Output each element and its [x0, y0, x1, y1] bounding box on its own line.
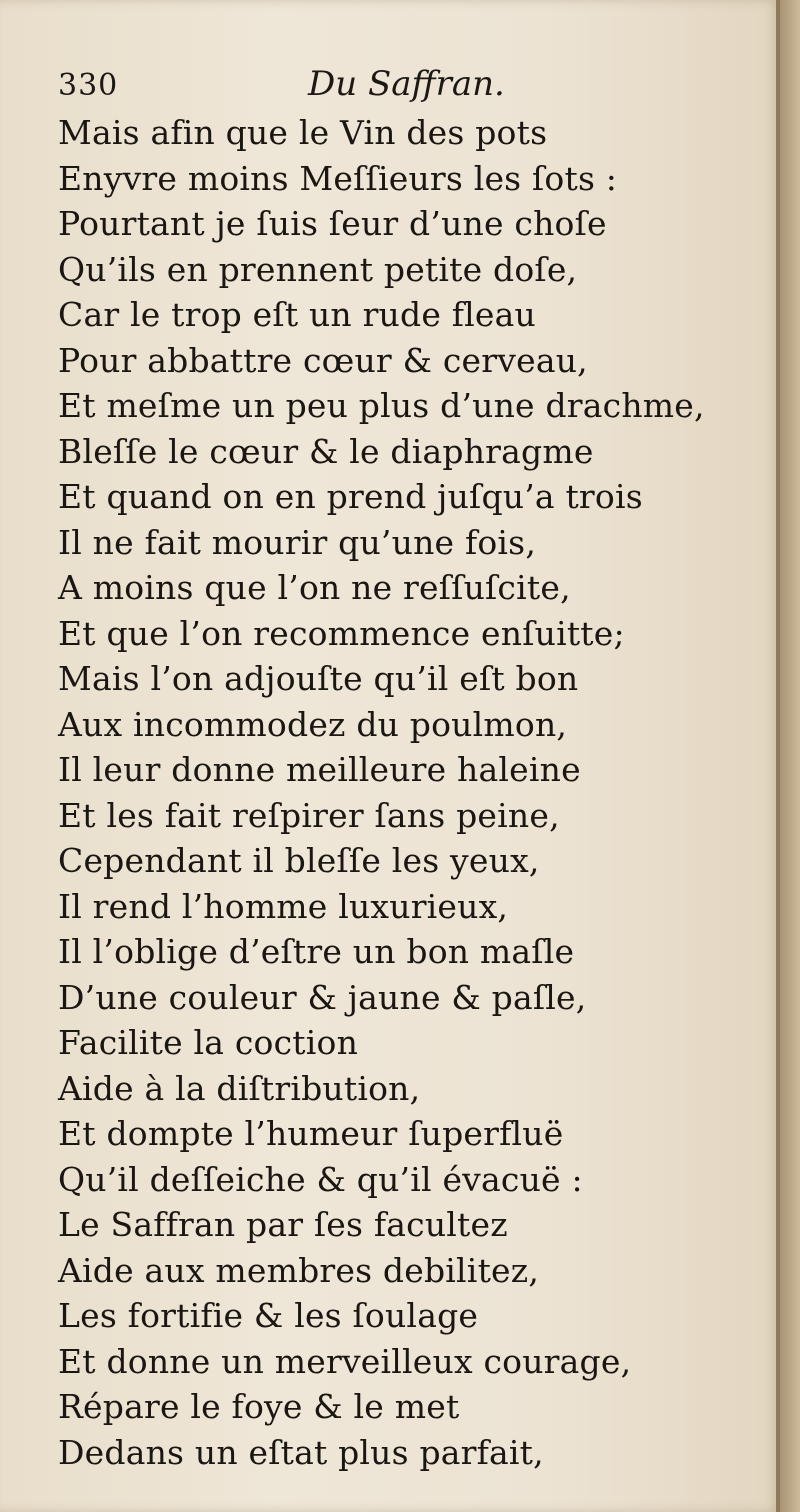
verse-line: Il l’oblige d’eſtre un bon maſle [58, 932, 575, 971]
verse-line: Dedans un eſtat plus parfait, [58, 1432, 544, 1472]
running-head: Du Saffran. [308, 64, 505, 104]
verse-line: Il rend l’homme luxurieux, [58, 886, 509, 926]
verse-line: Et quand on en prend juſqu’a trois [58, 477, 643, 516]
verse-line: Qu’il deſſeiche & qu’il évacuë : [58, 1159, 583, 1199]
verse-line: Aide aux membres debilitez, [58, 1250, 540, 1290]
verse-line: Les fortifie & les ſoulage [58, 1296, 479, 1335]
verse-line: Enyvre moins Meſſieurs les ſots : [58, 158, 618, 198]
verse-text [58, 110, 763, 1475]
verse-line: Pourtant je ſuis ſeur d’une choſe [58, 204, 607, 243]
verse-line: Et meſme un peu plus d’une drachme, [58, 386, 705, 425]
page-edge [780, 0, 800, 1512]
verse-line: Facilite la coction [58, 1023, 359, 1062]
verse-line: Et les fait reſpirer ſans peine, [58, 795, 560, 835]
page-number: 330 [58, 68, 119, 103]
verse-line: Répare le foye & le met [58, 1387, 460, 1426]
verse-line: Et que l’on recommence enſuitte; [58, 613, 625, 653]
verse-line: Car le trop eſt un rude fleau [58, 295, 536, 334]
verse-line: Le Saffran par ſes facultez [58, 1205, 508, 1244]
verse-line: Il leur donne meilleure haleine [58, 750, 581, 789]
page-header [58, 64, 758, 114]
verse-line: Cependant il bleſſe les yeux, [58, 841, 540, 880]
verse-line: Aide à la diſtribution, [58, 1068, 421, 1108]
verse-line: Et donne un merveilleux courage, [58, 1341, 632, 1381]
verse-line: A moins que l’on ne reſſuſcite, [58, 568, 571, 607]
verse-line: Et dompte l’humeur ſuperfluë [58, 1114, 564, 1153]
verse-line: D’une couleur & jaune & paſle, [58, 977, 587, 1017]
verse-line: Bleſſe le cœur & le diaphragme [58, 431, 594, 471]
verse-line: Mais l’on adjouſte qu’il eſt bon [58, 659, 579, 698]
verse-line: Mais afin que le Vin des pots [58, 113, 548, 152]
verse-line: Il ne fait mourir qu’une fois, [58, 522, 537, 562]
verse-line: Aux incommodez du poulmon, [58, 704, 568, 744]
verse-line: Qu’ils en prennent petite doſe, [58, 249, 578, 289]
verse-line: Pour abbattre cœur & cerveau, [58, 340, 588, 380]
